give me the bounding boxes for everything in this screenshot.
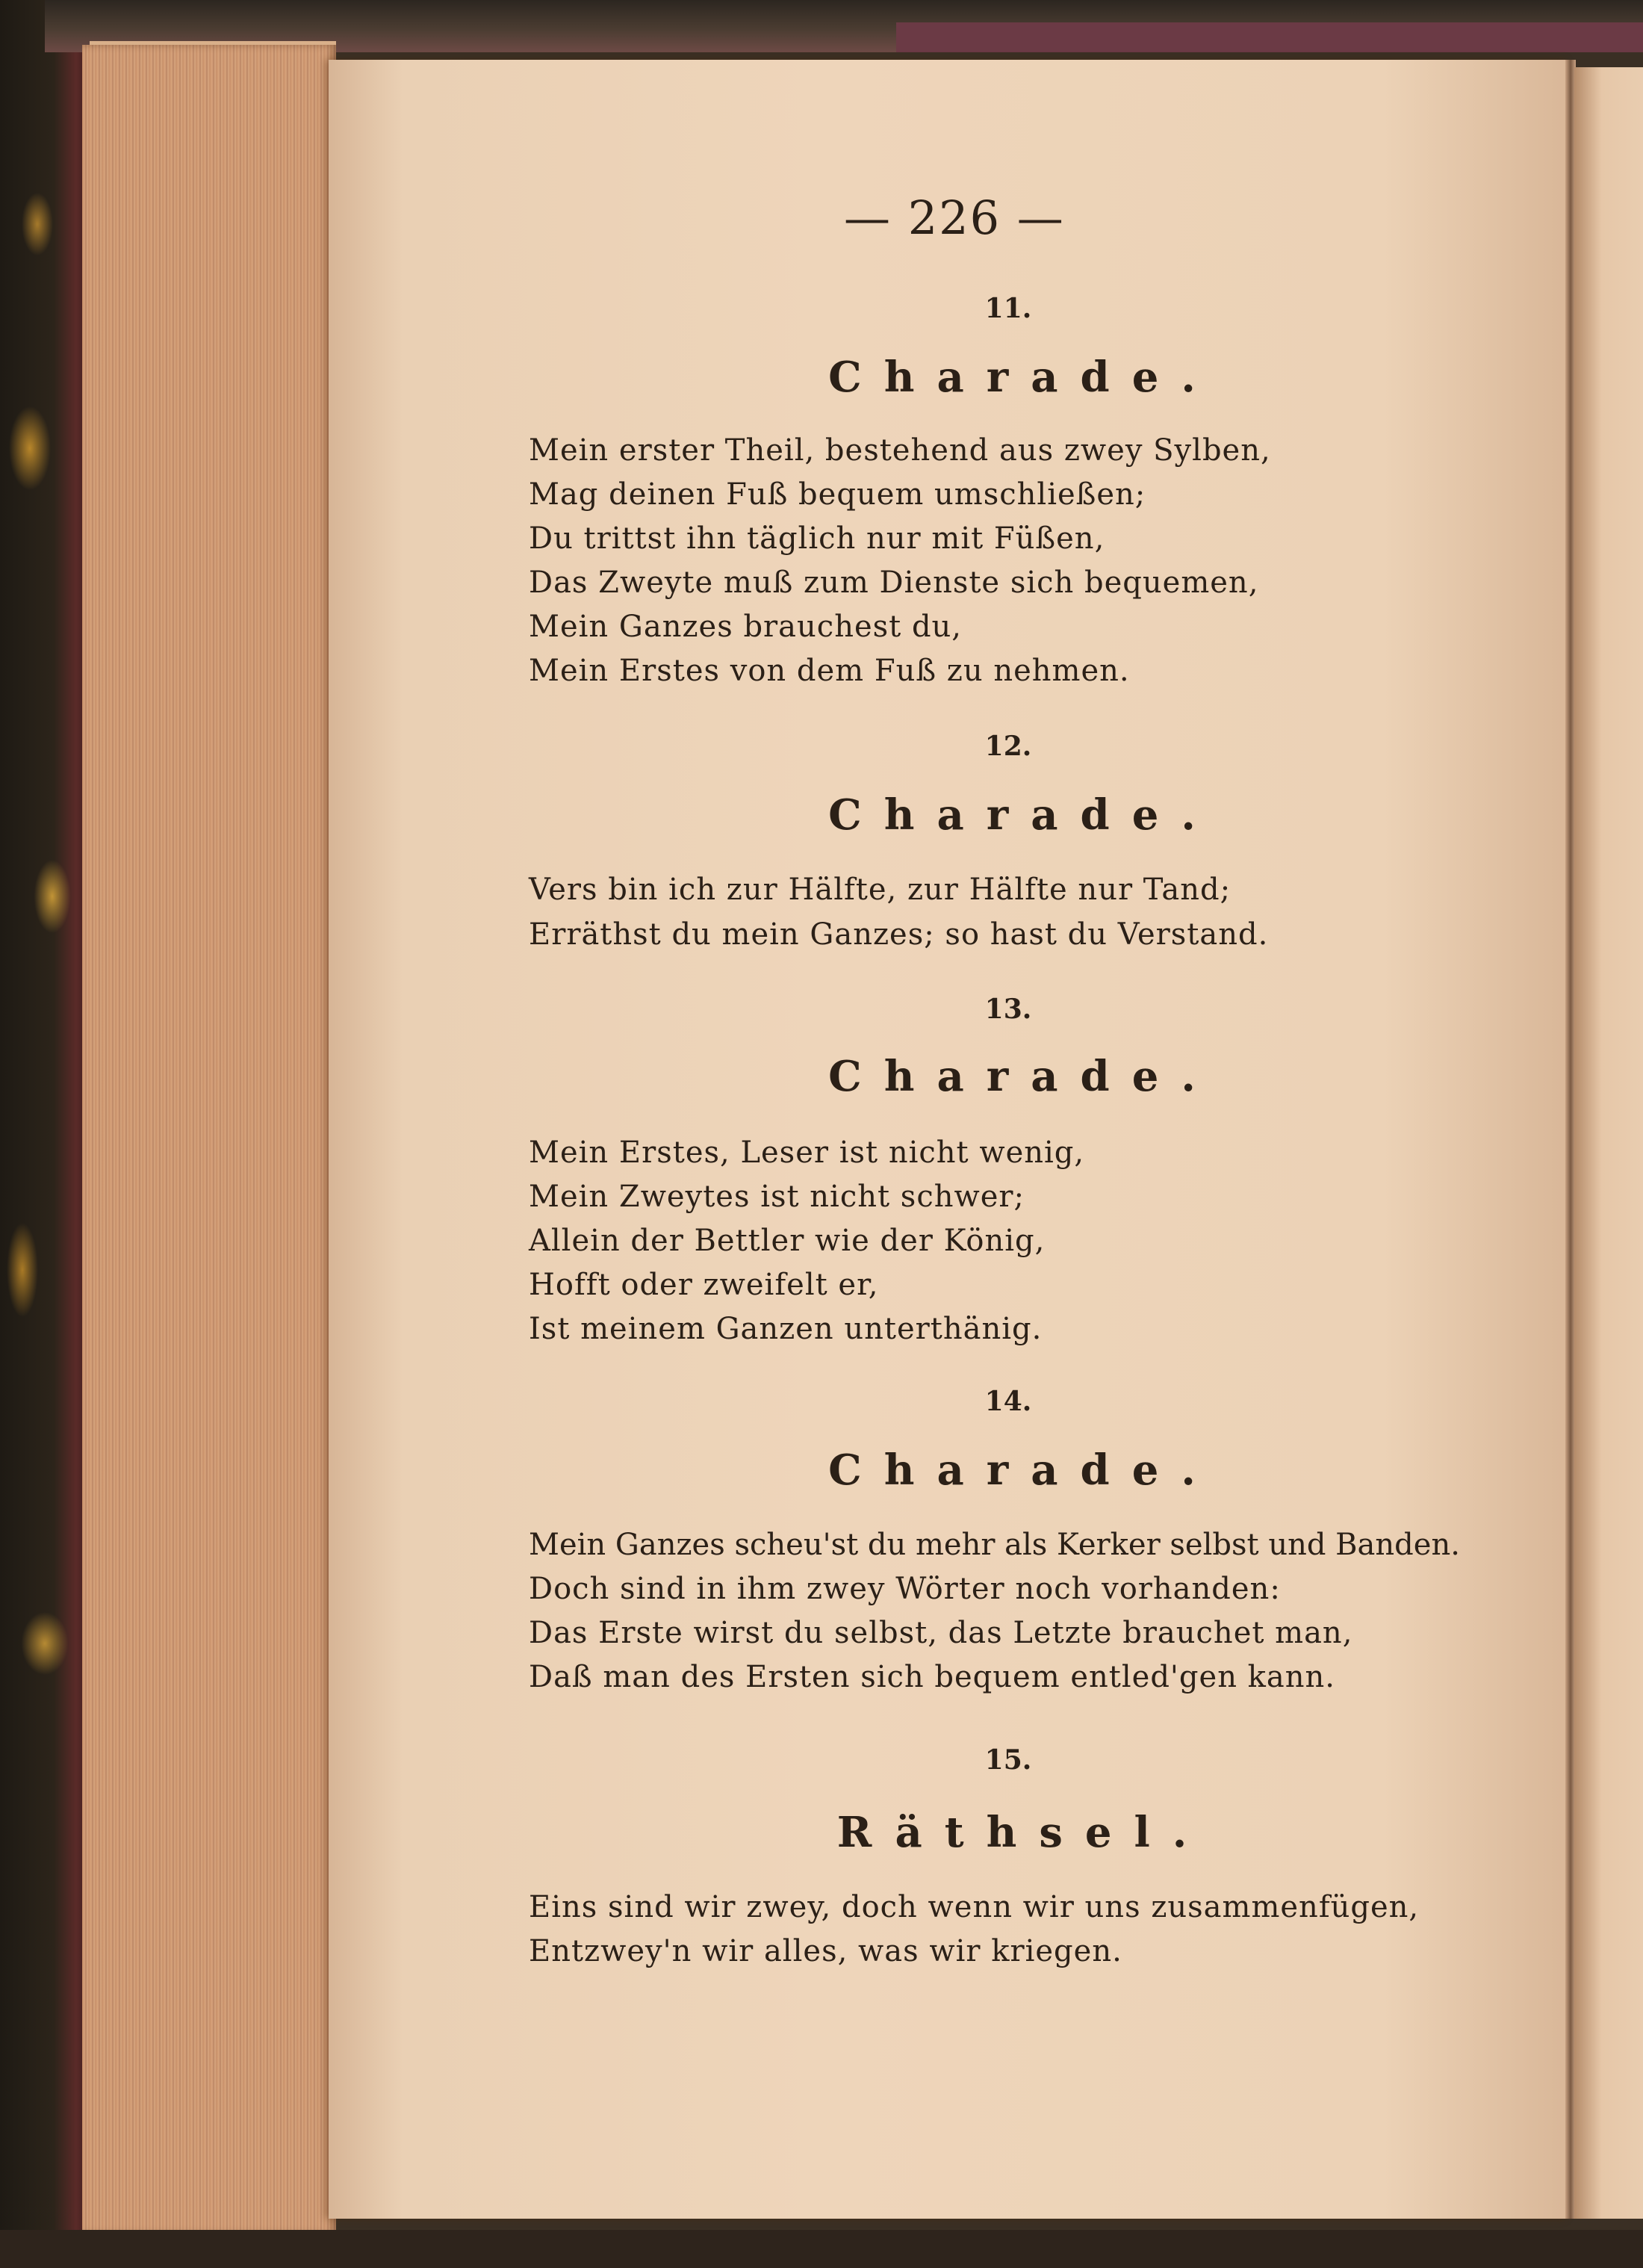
section-number: 12. [984, 731, 1032, 762]
section-heading: Charade. [828, 1052, 1218, 1101]
verse-line: Hofft oder zweifelt er, [529, 1268, 879, 1302]
section-heading: Charade. [828, 790, 1218, 840]
verse-line: Mein erster Theil, bestehend aus zwey Sylben, [529, 433, 1271, 468]
verse-line: Erräthst du mein Ganzes; so hast du Verstand. [529, 917, 1269, 952]
verse-line: Mein Zweytes ist nicht schwer; [529, 1180, 1025, 1214]
section-number: 14. [984, 1386, 1032, 1417]
section-number: 11. [984, 293, 1032, 324]
binding-cloth-edge [896, 22, 1643, 52]
verse-line: Mein Erstes, Leser ist nicht wenig, [529, 1135, 1085, 1170]
verse-line: Mein Erstes von dem Fuß zu nehmen. [529, 654, 1130, 688]
verse-line: Das Erste wirst du selbst, das Letzte brauchet man, [529, 1616, 1353, 1650]
verse-line: Das Zweyte muß zum Dienste sich bequemen, [529, 566, 1259, 600]
verse-line: Ist meinem Ganzen unterthänig. [529, 1312, 1043, 1346]
verse-line: Entzwey'n wir alles, was wir kriegen. [529, 1934, 1122, 1968]
section-heading: Charade. [828, 1446, 1218, 1495]
verse-line: Doch sind in ihm zwey Wörter noch vorhanden: [529, 1572, 1281, 1606]
verse-line: Mein Ganzes scheu'st du mehr als Kerker selbst und Banden. [529, 1528, 1460, 1562]
verse-line: Vers bin ich zur Hälfte, zur Hälfte nur Tand; [529, 873, 1232, 907]
page-block-edges [82, 45, 336, 2247]
verse-line: Eins sind wir zwey, doch wenn wir uns zusammenfügen, [529, 1890, 1420, 1924]
page-number: — 226 — [844, 190, 1065, 245]
section-number: 13. [984, 994, 1032, 1025]
verse-line: Mein Ganzes brauchest du, [529, 610, 963, 644]
marbled-cover-board [0, 0, 90, 2268]
verse-line: Allein der Bettler wie der König, [529, 1224, 1046, 1258]
section-heading: Charade. [828, 353, 1218, 402]
verse-line: Daß man des Ersten sich bequem entled'gen kann. [529, 1660, 1336, 1694]
facing-page [1574, 67, 1643, 2219]
verse-line: Du trittst ihn täglich nur mit Füßen, [529, 521, 1105, 556]
verse-line: Mag deinen Fuß bequem umschließen; [529, 477, 1146, 512]
section-number: 15. [984, 1744, 1032, 1776]
bottom-board [0, 2230, 1643, 2268]
section-heading: Räthsel. [836, 1808, 1210, 1857]
